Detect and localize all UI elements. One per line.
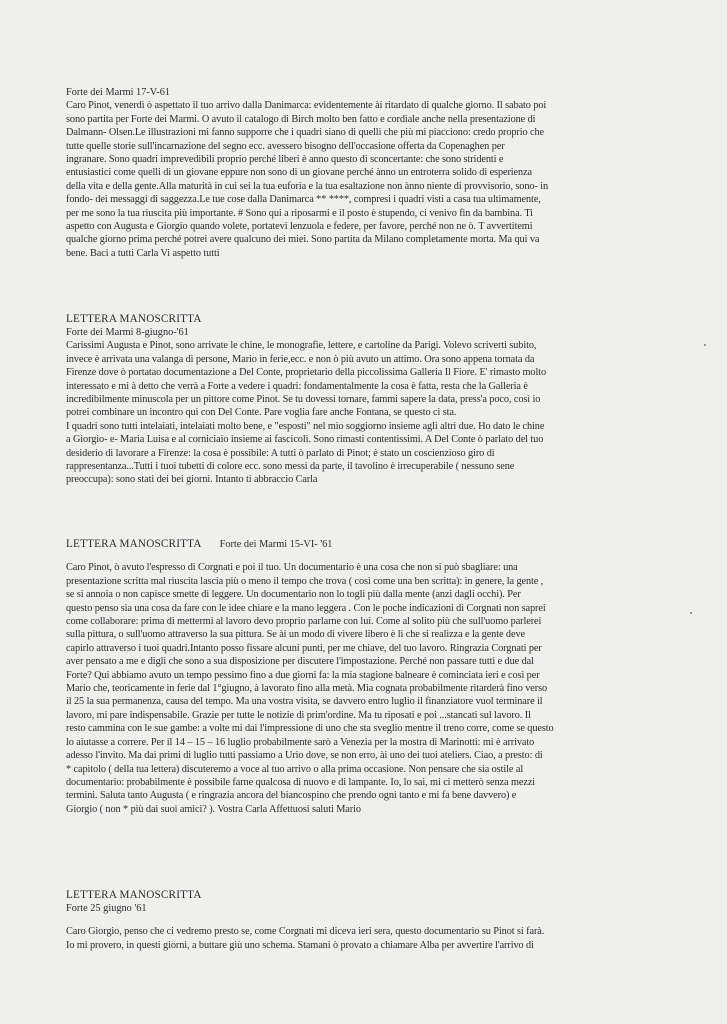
letter-15-june [66,538,660,816]
letter-body [66,561,660,816]
text-line: Forte? Qui abbiamo avuto un tempo pessimo fino a due giorni fa: la mia stagione balneare è cominciata ieri e così per [66,669,540,681]
text-line: Carissimi Augusta e Pinot, sono arrivate le chine, le monografie, lettere, e cartoline da Parigi. Volevo scriverti subito, [66,340,537,352]
text-line: aver pensato a me e digli che sono a sua disposizione per discutere l'impostazione. Perché non passare tutti e due dal [66,656,534,668]
letter-8-june [66,313,660,487]
text-line: preoccupa): sono stati dei bei giorni. Intanto ti abbraccio Carla [66,474,318,486]
text-line: adesso l'invito. Ma dai primi di luglio tutti passiamo a Urio dove, se non erro, ài uno dei tuoi ateliers. Ciao, a presto: di [66,750,543,762]
letter-date: Forte dei Marmi 15-VI- '61 [219,539,333,550]
text-line: incredibilmente minuscola per un pittore come Pinot. Se tu dovessi tornare, fammi sapere la data, press'a poco, così io [66,394,541,406]
text-line: desiderio di lavorare a Firenze: la cosa è possibile: A tutti ò parlato di Pinot; è stato un coscienzioso giro di [66,447,495,459]
text-line: bene. Baci a tutti Carla Vi aspetto tutti [66,247,220,259]
letter-heading-row [66,538,660,551]
letter-25-june [66,889,660,952]
text-line: lo aiutasse a correre. Per il 14 – 15 – 16 luglio probabilmente sarò a Venezia per la mostra di Marinotti: mi è arrivato [66,736,535,748]
text-line: sono partita per Forte dei Marmi. O avuto il catalogo di Birch molto ben fatto e cordiale anche nella presentazione di [66,113,536,125]
letter-heading: LETTERA MANOSCRITTA [66,889,202,901]
letter-date: Forte 25 giugno '61 [66,903,147,914]
text-line: tutte quelle storie sull'incarnazione del segno ecc. avessero bisogno dell'occasione offerta da Copenaghen per [66,140,505,152]
text-line: Io mi provero, in questi giorni, a buttare giù uno schema. Stamani ò provato a chiamare Alba per avvertire l'arrivo di [66,939,534,951]
letter-body [66,925,660,952]
text-line: ingranare. Sono quadri imprevedibili proprio perché liberi è anno questo di sconcertante: che sono stridenti e [66,154,504,166]
text-line: documentario: probabilmente è possibile farne qualcosa di nuovo e di lampante. Io, lo sai, mi ci metterò senza mezzi [66,776,536,788]
text-line: potrei combinare un incontro qui con Del Conte. Pare voglia fare anche Fontana, se questo ci sta. [66,407,457,419]
scan-speck [704,344,706,346]
text-line: rappresentanza...Tutti i tuoi tubetti di colore ecc. sono messi da parte, il tavolino è irrecuperabile ( nessuno sene [66,461,515,473]
text-line: interessato e mi à detto che verrà a Forte a vedere i quadri: fondamentalmente la cosa è fatta, resta che la Galleria è [66,380,528,392]
text-line: Firenze dove ò portatao documentazione a Del Conte, proprietario della piccolissima Galleria Il Fiore. E' rimasto molto [66,367,547,379]
text-line: I quadri sono tutti intelaiati, intelaiati molto bene, e "esposti" nel mio soggiorno insieme agli altri due. Ho dato le chine [66,420,545,432]
text-line: se si annoia o non capisce smette di leggere. Un documentario non lo togli più dalla mente (anzi dagli occhi). Per [66,589,521,601]
text-line: entusiastici come quelli di un giovane eppure non sono di un giovane perché ànno un entroterra solido di esperienza [66,167,533,179]
scan-speck [690,612,692,614]
text-line: Caro Giorgio, penso che ci vedremo presto se, come Corgnati mi diceva ieri sera, questo documentario su Pinot si farà. [66,926,545,938]
text-line: a Giorgio- e- Maria Luisa e al corniciaio insieme ai fascicoli. Sono rimasti contentissimi. A Del Conte ò parlato del tuo [66,434,544,446]
text-line: resto cammina con le sue gambe: a volte mi dai l'impressione di uno che sta sveglio mentre il treno corre, come se questo [66,723,554,735]
text-line: fondo- dei messaggi di saggezza.Le tue cose dalla Danimarca ** ****, compresi i quadri visti a casa tua ultimamente, [66,194,541,206]
text-line: Caro Pinot, venerdì ò aspettato il tuo arrivo dalla Danimarca: evidentemente ài ritardato di qualche giorno. Il sabato poi [66,100,547,112]
letter-17-may [66,86,660,260]
text-line: aspetto con Augusta e Giorgio quando volete, portatevi lenzuola e federe, per favore, perché non ne ò. T avvertitemi [66,221,533,233]
text-line: Giorgio ( non * più dai suoi amici? ). Vostra Carla Affettuosi saluti Mario [66,803,361,815]
text-line: Dalmann- Olsen.Le illustrazioni mi fanno supporre che i quadri siano di quelli che più mi piacciono: credo proprio che [66,127,545,139]
text-line: Caro Pinot, ò avuto l'espresso di Corgnati e poi il tuo. Un documentario è una cosa che non si può sbagliare: una [66,562,518,574]
text-line: il 25 la sua permanenza, causa del tempo. Ma una vostra visita, se davvero entro luglio il finanziatore vuol terminare il [66,696,543,708]
text-line: presentazione scritta mal riuscita lascia più o meno il tempo che trova ( così come una ben scritta): in genere, la gente , [66,575,544,587]
text-line: questo penso sia una cosa da fare con le idee chiare e la mano leggera . Con le poche indicazioni di Corgnati non saprei [66,602,546,614]
letter-body [66,339,660,486]
text-line: sulla pittura, o sull'uomo attraverso la sua pittura. Se ài un modo di vivere libero è lì che si realizza e la gente deve [66,629,525,641]
text-line: capirlo attraverso i tuoi quadri.Intanto posso fissare alcuni punti, per me chiave, del tuo lavoro. Ringrazia Corgnati per [66,642,542,654]
text-line: * capitolo ( della tua lettera) discuteremo a voce al tuo arrivo o alla prima occasione. Non pensare che sia ostile al [66,763,524,775]
letter-heading: LETTERA MANOSCRITTA [66,538,202,550]
text-line: della vita e della gente.Alla maturità in cui sei la tua euforia e la tua esaltazione non ànno niente di provvisorio, sono- in [66,180,549,192]
text-line: per me sono la tua riuscita più importante. # Sono qui a riposarmi e il posto è stupendo, ci venivo fin da bambina. Ti [66,207,533,219]
text-line: invece è arrivata una valanga di persone, Mario in ferie,ecc. e non ò più avuto un attimo. Ora sono appena tornata da [66,353,535,365]
letter-date: Forte dei Marmi 17-V-61 [66,87,171,98]
text-line: lavoro, mi pare indispensabile. Grazie per tutte le notizie di prim'ordine. Ma tu riposati e poi ...stancati sul lavoro. Il [66,709,531,721]
text-line: come collaborare: prima di mettermi al lavoro devo proprio parlarne con lui. Come al solito più che sull'uomo parlerei [66,616,542,628]
letter-heading: LETTERA MANOSCRITTA [66,313,202,325]
text-line: qualche giorno prima perché potrei avere qualcuno dei miei. Sono partita da Milano completamente morta. Ma qui va [66,234,540,246]
letter-body [66,99,660,260]
text-line: Mario che, teoricamente in ferie dal 1°giugno, à lavorato fino alla metà. Mia cognata probabilmente ritarderà fino verso [66,683,548,695]
text-line: termini. Saluta tanto Augusta ( e ringrazia ancora del biancospino che prendo ogni tanto e mi fa bene davvero) e [66,790,517,802]
letter-date: Forte dei Marmi 8-giugno-'61 [66,327,189,338]
